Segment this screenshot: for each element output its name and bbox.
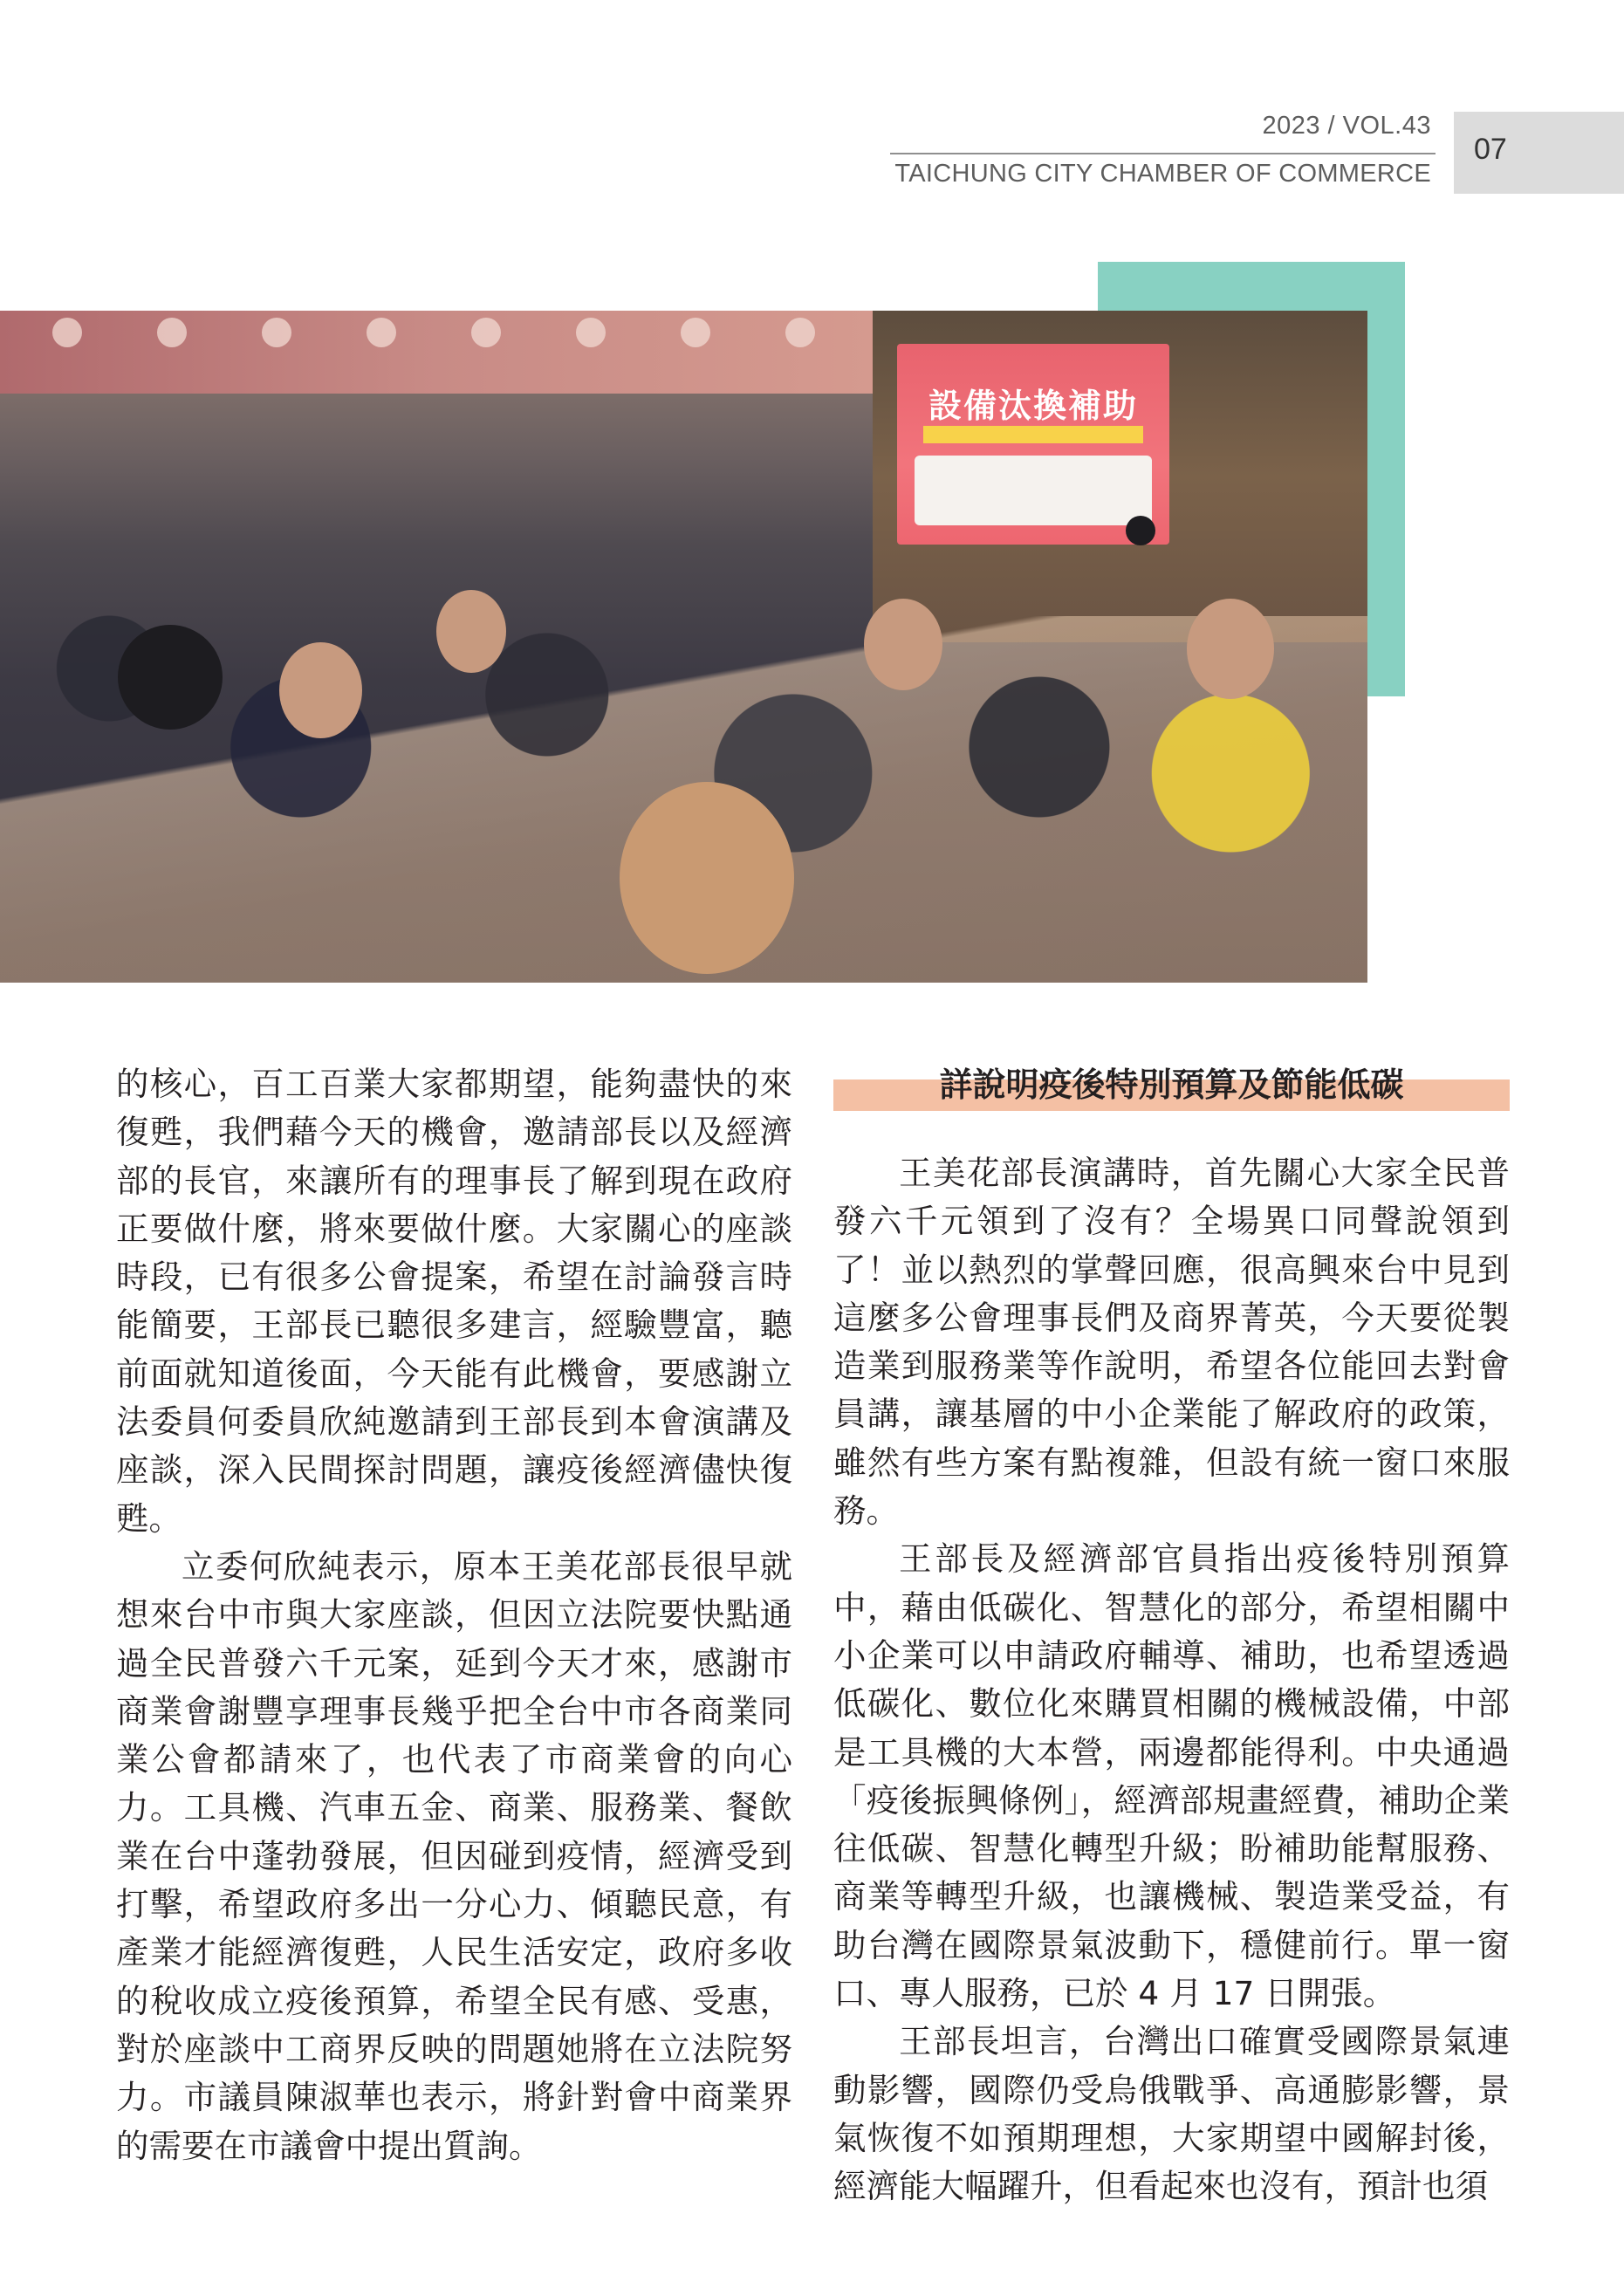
ceiling-decoration xyxy=(681,318,710,347)
speaker-head xyxy=(1126,516,1155,545)
event-photo xyxy=(0,311,1367,983)
ceiling-decoration xyxy=(262,318,291,347)
ceiling-decoration xyxy=(576,318,606,347)
photo-back-wall xyxy=(0,311,873,394)
attendee-head xyxy=(1187,599,1274,699)
body-paragraph: 的核心，百工百業大家都期望，能夠盡快的來復甦，我們藉今天的機會，邀請部長以及經濟部的長官，來讓所有的理事長了解到現在政府正要做什麼，將來要做什麼。大家關心的座談時段，已有很多公會提案，希望在討論發言時能簡要，王部長已聽很多建言，經驗豐富，聽前面就知道後面，今天能有此機會，要感謝立法委員何委員欣純邀請到王部長到本會演講及座談，深入民間探討問題，讓疫後經濟儘快復甦。 xyxy=(116,1065,792,1538)
ceiling-decoration xyxy=(157,318,187,347)
header-rule xyxy=(890,153,1436,154)
attendee-head xyxy=(620,782,794,974)
attendee-head xyxy=(118,625,223,730)
attendee-head xyxy=(279,642,362,738)
attendee-head xyxy=(864,599,942,690)
body-paragraph: 王部長及經濟部官員指出疫後特別預算中，藉由低碳化、智慧化的部分，希望相關中小企業可以申請政府輔導、補助，也希望透過低碳化、數位化來購買相關的機械設備，中部是工具機的大本營，兩邊都能得利。中央通過「疫後振興條例」，經濟部規畫經費，補助企業往低碳、智慧化轉型升級；盼補助能幫服務、商業等轉型升級，也讓機械、製造業受益，有助台灣在國際景氣波動下，穩健前行。單一窗口、專人服務，已於 4 月 17 日開張。 xyxy=(833,1539,1510,2013)
issue-volume: 2023 / VOL.43 xyxy=(1262,112,1431,140)
body-paragraph: 立委何欣純表示，原本王美花部長很早就想來台中市與大家座談，但因立法院要快點通過全民普發六千元案，延到今天才來，感謝市商業會謝豐享理事長幾乎把全台中市各商業同業公會都請來了，也代表了市商業會的向心力。工具機、汽車五金、商業、服務業、餐飲業在台中蓬勃發展，但因碰到疫情，經濟受到打擊，希望政府多出一分心力、傾聽民意，有產業才能經濟復甦，人民生活安定，政府多收的稅收成立疫後預算，希望全民有感、受惠，對於座談中工商界反映的問題她將在立法院努力。市議員陳淑華也表示，將針對會中商業界的需要在市議會中提出質詢。 xyxy=(116,1546,792,2165)
screen-subtitle-band xyxy=(923,426,1143,443)
ceiling-decoration xyxy=(367,318,396,347)
ceiling-decoration xyxy=(471,318,501,347)
ceiling-decoration xyxy=(785,318,815,347)
publication-name: TAICHUNG CITY CHAMBER OF COMMERCE xyxy=(894,160,1431,188)
attendee-head xyxy=(436,590,506,673)
section-heading xyxy=(833,1060,1510,1116)
page-number: 07 xyxy=(1474,133,1507,166)
left-column xyxy=(116,1060,792,2170)
screen-title: 設備汰換補助 xyxy=(928,387,1138,425)
ceiling-decoration xyxy=(52,318,82,347)
body-paragraph: 王部長坦言，台灣出口確實受國際景氣連動影響，國際仍受烏俄戰爭、高通膨影響，景氣恢復不如預期理想，大家期望中國解封後，經濟能大幅躍升，但看起來也沒有，預計也須 xyxy=(833,2022,1510,2206)
section-heading-text: 詳說明疫後特別預算及節能低碳 xyxy=(939,1066,1404,1104)
body-paragraph: 王美花部長演講時，首先關心大家全民普發六千元領到了沒有？全場異口同聲說領到了！並以熱烈的掌聲回應，很高興來台中見到這麼多公會理事長們及商界菁英，今天要從製造業到服務業等作說明，希望各位能回去對會員講，讓基層的中小企業能了解政府的政策，雖然有些方案有點複雜，但設有統一窗口來服務。 xyxy=(833,1154,1510,1531)
right-column xyxy=(833,1060,1510,2211)
